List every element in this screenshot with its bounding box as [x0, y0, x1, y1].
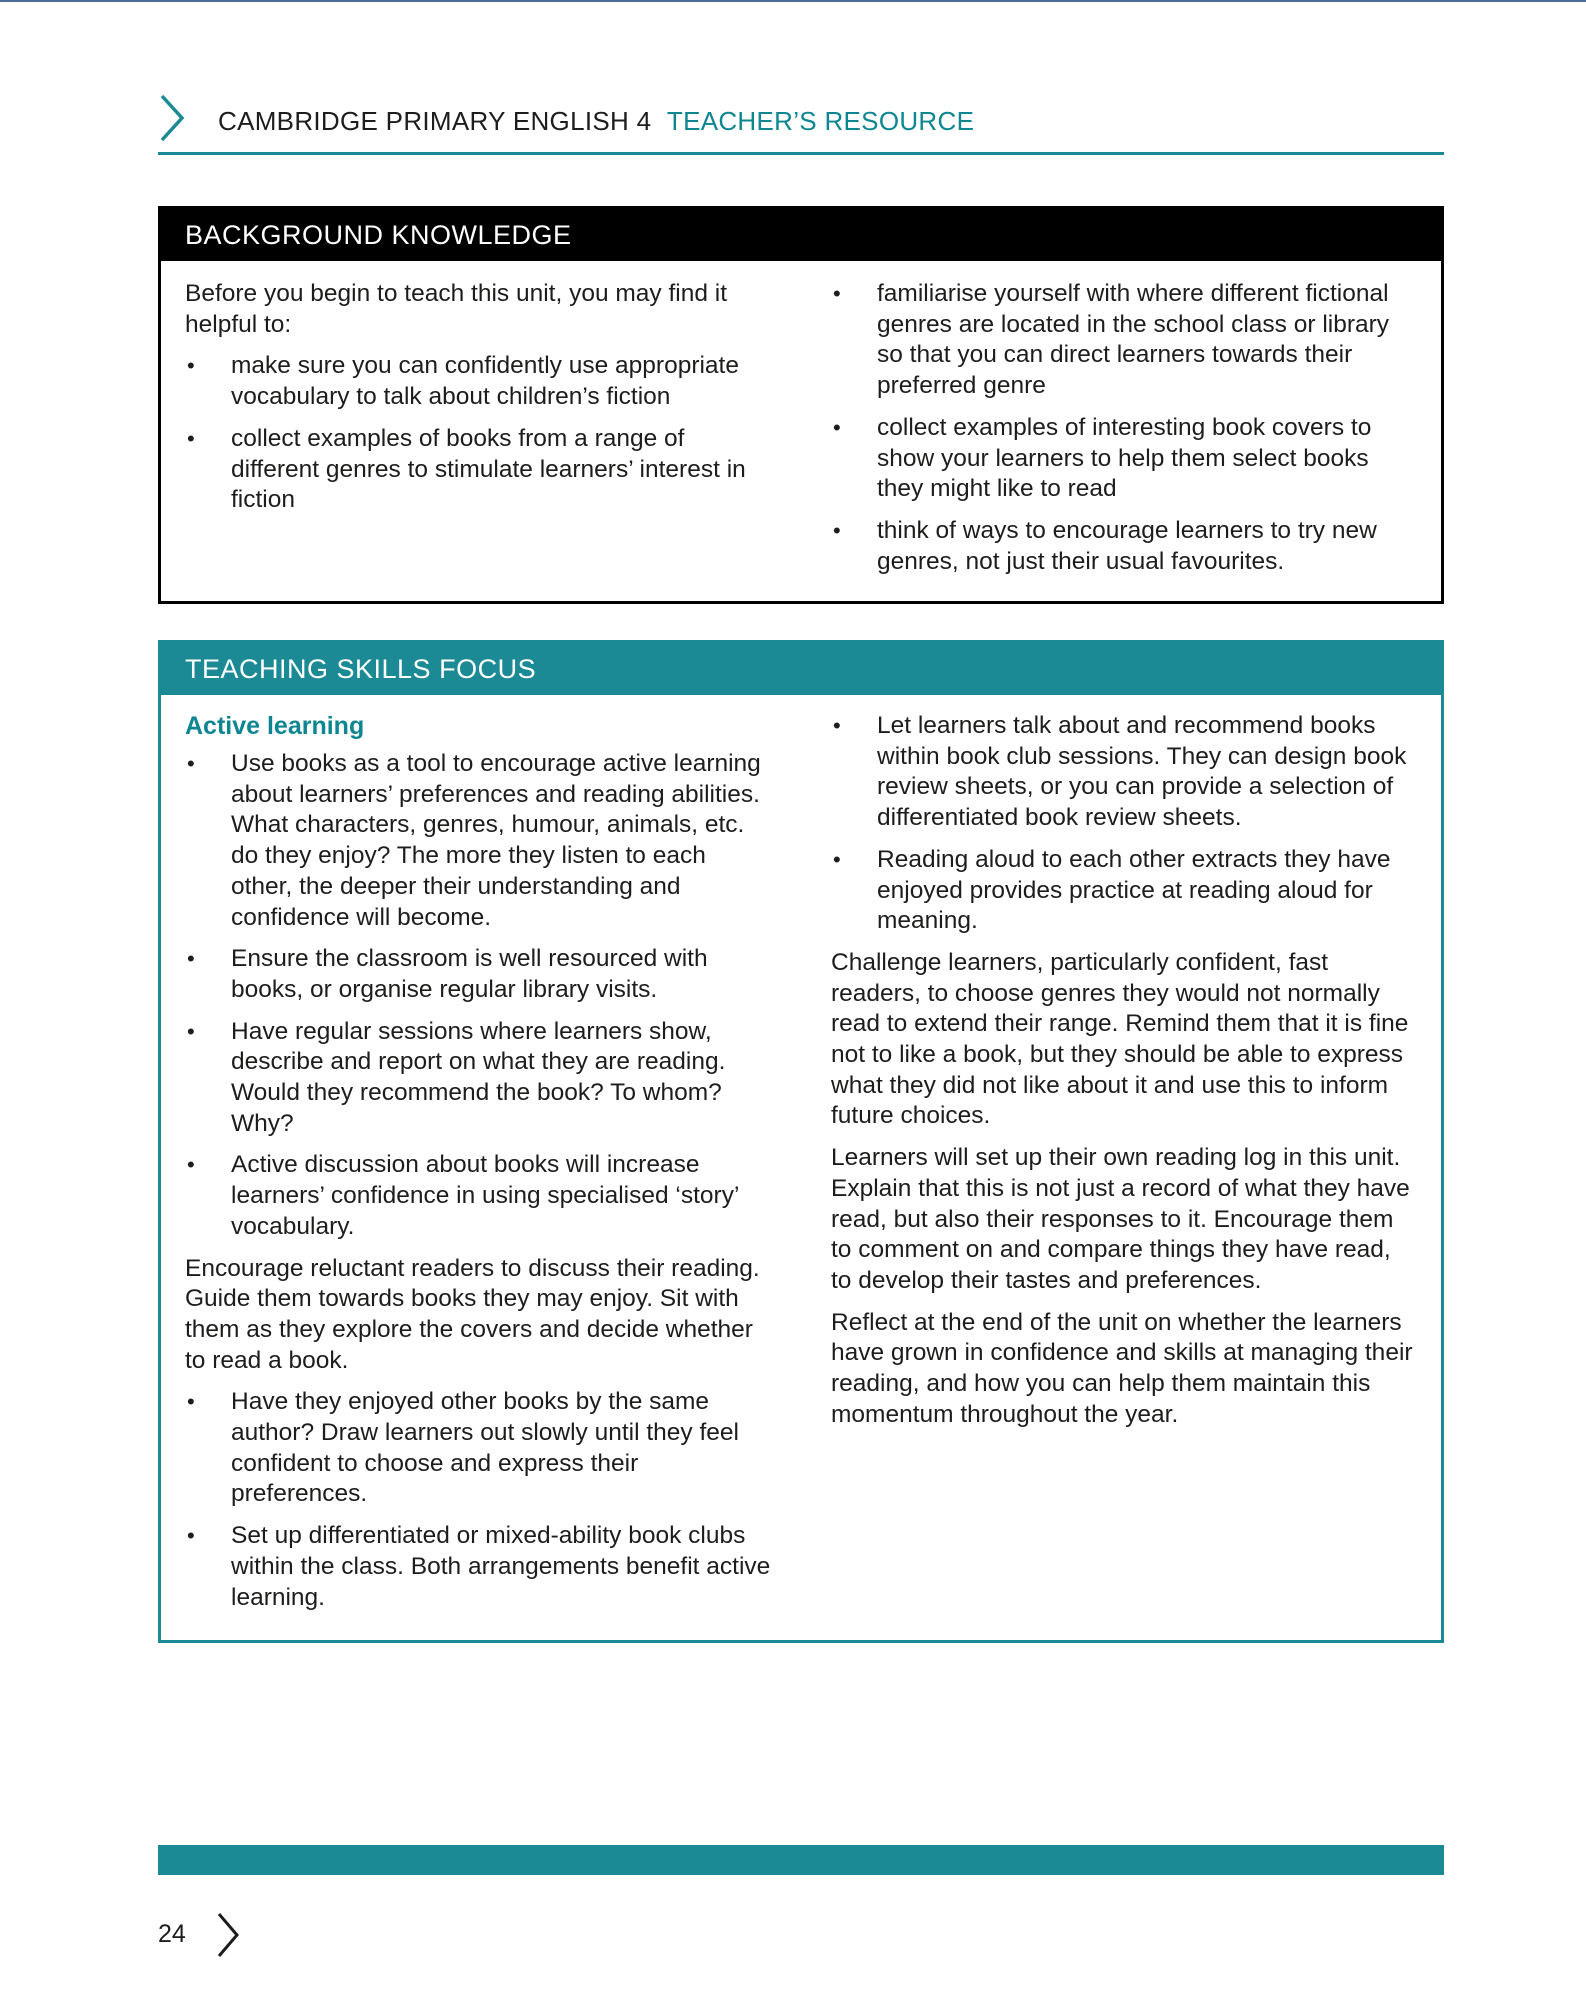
teaching-skills-heading: TEACHING SKILLS FOCUS [161, 643, 1441, 695]
ts-left-list-1 [185, 749, 771, 1243]
reflect-paragraph: Reflect at the end of the unit on whether the learners have grown in confidence and skills at managing their reading, and how you can help them maintain this momentum throughout the year. [831, 1308, 1413, 1428]
list-item: • Ensure the classroom is well resourced with books, or organise regular library visits. [185, 944, 771, 1005]
list-item: • Have regular sessions where learners show, describe and report on what they are reading. Would they recommend the book? To whom? Why? [185, 1017, 771, 1140]
list-item: • make sure you can confidently use appropriate vocabulary to talk about children’s fiction [185, 351, 771, 412]
list-item: • Use books as a tool to encourage active learning about learners’ preferences and reading abilities. What characters, genres, humour, animals, etc. do they enjoy? The more they listen to each other, the deeper their understanding and confidence will become. [185, 749, 771, 933]
bk-right-column [831, 279, 1417, 588]
ts-right-list [831, 711, 1417, 937]
top-edge-rule [0, 0, 1586, 2]
chevron-right-icon [216, 1912, 240, 1958]
bk-intro: Before you begin to teach this unit, you may find it helpful to: [185, 280, 728, 338]
reading-log-paragraph: Learners will set up their own reading log in this unit. Explain that this is not just a record of what they have read, but also their responses to it. Encourage them to comment on and compare things they have read, to develop their tastes and preferences. [831, 1144, 1410, 1294]
chevron-right-icon [158, 94, 186, 142]
list-item: • Let learners talk about and recommend books within book club sessions. They can design book review sheets, or you can provide a selection of differentiated book review sheets. [831, 711, 1417, 834]
ts-right-column [831, 711, 1417, 1441]
footer-bar [158, 1845, 1444, 1875]
resource-label: TEACHER’S RESOURCE [666, 106, 975, 136]
background-knowledge-box [158, 206, 1444, 604]
book-title: CAMBRIDGE PRIMARY ENGLISH 4 [218, 106, 652, 136]
list-item: • familiarise yourself with where different fictional genres are located in the school class or library so that you can direct learners towards their preferred genre [831, 279, 1417, 402]
page-header [158, 92, 1444, 156]
list-item: • collect examples of interesting book covers to show your learners to help them select books they might like to read [831, 413, 1417, 505]
reluctant-readers-paragraph: Encourage reluctant readers to discuss their reading. Guide them towards books they may enjoy. Sit with them as they explore the covers and decide whether to read a book. [185, 1254, 760, 1374]
list-item: • Have they enjoyed other books by the same author? Draw learners out slowly until they feel confident to choose and express their preferences. [185, 1387, 771, 1510]
teaching-skills-focus-box [158, 640, 1444, 1643]
list-item: • Reading aloud to each other extracts they have enjoyed provides practice at reading aloud for meaning. [831, 845, 1417, 937]
list-item: • think of ways to encourage learners to try new genres, not just their usual favourites. [831, 516, 1417, 577]
challenge-paragraph: Challenge learners, particularly confident, fast readers, to choose genres they would not normally read to extend their range. Remind them that it is fine not to like a book, but they should be able to express what they did not like about it and use this to inform future choices. [831, 948, 1409, 1130]
ts-left-column [185, 711, 771, 1624]
active-learning-subheading: Active learning [185, 712, 365, 740]
bk-right-list [831, 279, 1417, 577]
ts-left-list-2 [185, 1387, 771, 1613]
bk-left-column [185, 279, 771, 527]
bk-left-list [185, 351, 771, 516]
page-number: 24 [158, 1920, 186, 1948]
list-item: • Set up differentiated or mixed-ability book clubs within the class. Both arrangements benefit active learning. [185, 1521, 771, 1613]
list-item: • Active discussion about books will increase learners’ confidence in using specialised ‘story’ vocabulary. [185, 1150, 771, 1242]
header-rule [158, 152, 1444, 155]
running-title [218, 106, 974, 137]
list-item: • collect examples of books from a range of different genres to stimulate learners’ interest in fiction [185, 424, 771, 516]
background-knowledge-heading: BACKGROUND KNOWLEDGE [161, 209, 1441, 261]
